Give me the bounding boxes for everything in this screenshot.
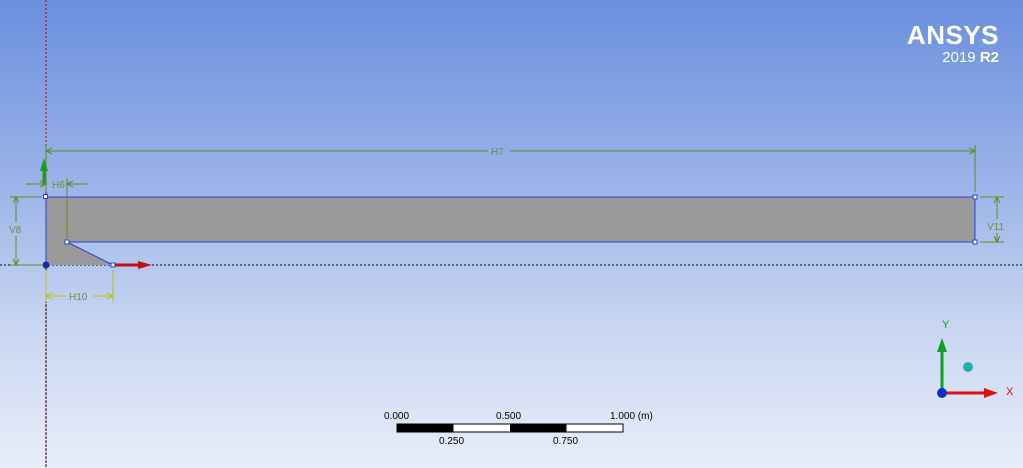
scale-label-1000: 1.000 (m) <box>610 411 653 422</box>
dimension-v8-label: V8 <box>9 225 22 236</box>
ansys-logo <box>907 22 999 65</box>
scale-label-0750: 0.750 <box>553 436 579 447</box>
origin-point[interactable] <box>43 262 50 269</box>
vertex[interactable] <box>111 263 115 267</box>
triad-y-label: Y <box>942 319 950 331</box>
scale-label-0: 0.000 <box>384 411 410 422</box>
axis-triad[interactable] <box>937 319 1014 398</box>
dimension-v11[interactable] <box>980 197 1004 242</box>
sketch-face[interactable] <box>46 197 975 265</box>
logo-brand: ANSYS <box>906 20 999 50</box>
dimension-h10-label: H10 <box>69 292 88 303</box>
dimension-h7[interactable] <box>46 145 975 192</box>
dimension-h6-label: H6 <box>52 180 65 191</box>
scale-label-0500: 0.500 <box>496 411 522 422</box>
logo-version <box>907 50 999 65</box>
logo-year: 2019 <box>942 49 976 66</box>
dimension-v8[interactable] <box>9 197 42 265</box>
logo-release: R2 <box>979 49 999 66</box>
scale-bar <box>384 411 653 447</box>
local-x-arrow-head <box>138 261 152 269</box>
local-y-arrow-head <box>40 158 48 171</box>
dimension-h7-label: H7 <box>491 147 504 158</box>
triad-x-label: X <box>1006 386 1014 398</box>
vertex[interactable] <box>44 195 48 199</box>
dimension-v11-label: V11 <box>987 222 1005 233</box>
scale-label-0250: 0.250 <box>439 436 465 447</box>
vertex[interactable] <box>973 195 977 199</box>
vertex[interactable] <box>65 240 69 244</box>
vertex[interactable] <box>973 240 977 244</box>
dimension-h10[interactable] <box>46 270 113 303</box>
